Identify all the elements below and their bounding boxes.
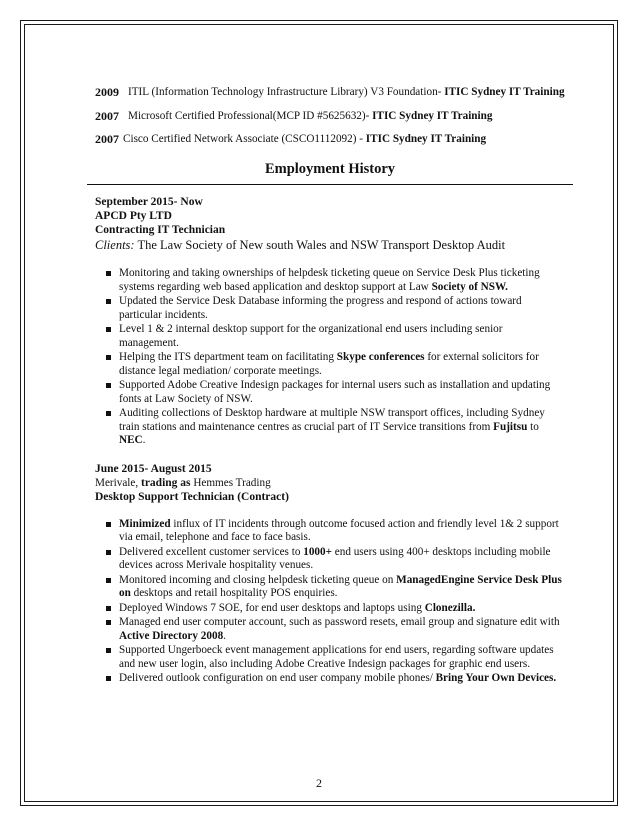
job-company-part: Merivale, xyxy=(95,476,141,489)
list-item-text: Updated the Service Desk Database informing the progress and respond of actions toward particular incidents. xyxy=(119,295,522,321)
list-item xyxy=(95,518,565,545)
list-item xyxy=(95,351,565,378)
list-item-text: Supported Ungerboeck event management applications for end users, regarding software updates and new user login, also including Adobe Creative Indesign packages for graphic end users. xyxy=(119,644,554,670)
list-item-text: Fujitsu xyxy=(493,420,528,433)
list-item-text: end users using 400+ desktops including mobile devices across Merivale hospitality venues. xyxy=(119,545,551,571)
bullet-square-icon xyxy=(106,355,111,360)
list-item-text: Delivered excellent customer services to xyxy=(119,545,304,558)
section-divider xyxy=(87,184,573,185)
cert-provider: ITIC Sydney IT Training xyxy=(444,86,565,98)
list-item-text: ManagedEngine Service Desk Plus on xyxy=(119,573,562,599)
section-title: Employment History xyxy=(264,160,396,177)
list-item-text: Active Directory 2008 xyxy=(119,629,224,642)
cert-text xyxy=(128,110,492,124)
list-item-text: Bring Your Own Devices. xyxy=(435,672,557,684)
list-item-text: Minimized xyxy=(119,517,171,530)
cert-title: Cisco Certified Network Associate (CSCO1112092) - xyxy=(123,133,366,145)
list-item xyxy=(95,574,565,601)
bullet-square-icon xyxy=(106,676,111,681)
bullet-square-icon xyxy=(106,411,111,416)
list-item-text: Level 1 & 2 internal desktop support for the organizational end users including senior management. xyxy=(119,323,503,349)
resume-page-content xyxy=(95,86,565,700)
job-role: Contracting IT Technician xyxy=(95,224,226,236)
certification-item xyxy=(95,110,565,124)
list-item-text: NEC xyxy=(119,434,143,446)
cert-year: 2007 xyxy=(95,132,119,146)
job-clients xyxy=(95,237,565,253)
cert-provider: ITIC Sydney IT Training xyxy=(365,133,487,145)
bullet-square-icon xyxy=(106,620,111,625)
job-company-part: Hemmes Trading xyxy=(190,476,271,489)
list-item-text: Clonezilla. xyxy=(424,601,476,614)
cert-text xyxy=(123,133,486,147)
job-entry xyxy=(95,195,565,448)
job-header xyxy=(95,462,565,504)
list-item-text: Society of NSW. xyxy=(431,280,508,293)
cert-year: 2007 xyxy=(95,108,119,123)
certification-item xyxy=(95,86,565,100)
cert-title: ITIL (Information Technology Infrastructure Library) V3 Foundation- xyxy=(128,86,445,98)
list-item-text: 1000+ xyxy=(303,545,332,558)
cert-provider: ITIC Sydney IT Training xyxy=(372,109,493,122)
job-header xyxy=(95,195,565,253)
list-item xyxy=(95,267,565,294)
bullet-square-icon xyxy=(106,327,111,332)
job-role: Desktop Support Technician (Contract) xyxy=(95,490,289,503)
job-dates: September 2015- Now xyxy=(95,196,203,208)
list-item-text: Monitored incoming and closing helpdesk ticketing queue on xyxy=(119,573,397,586)
list-item xyxy=(95,546,565,573)
job-company xyxy=(95,476,565,490)
job-duties-list xyxy=(95,267,565,448)
list-item-text: Managed end user computer account, such as password resets, email group and signature edit with xyxy=(119,616,560,628)
bullet-square-icon xyxy=(106,271,111,276)
list-item xyxy=(95,616,565,643)
job-duties-list xyxy=(95,518,565,686)
list-item xyxy=(95,295,565,322)
list-item xyxy=(95,644,565,671)
cert-text xyxy=(128,86,565,100)
list-item-text: for external solicitors for distance legal mediation/ corporate meetings. xyxy=(119,351,539,377)
list-item-text: . xyxy=(223,629,226,642)
bullet-square-icon xyxy=(106,648,111,653)
certification-item xyxy=(95,133,565,147)
clients-label: Clients: xyxy=(95,238,135,252)
list-item-text: Helping the ITS department team on facilitating xyxy=(119,351,337,363)
page-number: 2 xyxy=(316,776,322,790)
list-item-text: Auditing collections of Desktop hardware at multiple NSW transport offices, including Sydney train stations and maintenance centres as crucial part of IT Service transitions from xyxy=(119,407,545,433)
list-item xyxy=(95,407,565,448)
list-item xyxy=(95,323,565,350)
bullet-square-icon xyxy=(106,383,111,388)
list-item-text: influx of IT incidents through outcome focused action and friendly level 1& 2 support via email, telephone and face to face basis. xyxy=(119,517,559,543)
list-item-text: desktops and retail hospitality POS enquiries. xyxy=(130,587,338,599)
bullet-square-icon xyxy=(106,522,111,527)
list-item-text: Monitoring and taking ownerships of helpdesk ticketing queue on Service Desk Plus ticketing systems regarding web based application and desktop support at Law xyxy=(119,267,540,293)
list-item xyxy=(95,379,565,406)
cert-year: 2009 xyxy=(95,85,119,99)
bullet-square-icon xyxy=(106,550,111,555)
bullet-square-icon xyxy=(106,578,111,583)
list-item-text: Skype conferences xyxy=(336,351,425,363)
list-item-text: Delivered outlook configuration on end user company mobile phones/ xyxy=(119,672,436,684)
list-item xyxy=(95,672,565,686)
list-item-text: to xyxy=(527,420,539,433)
bullet-square-icon xyxy=(106,606,111,611)
clients-value: The Law Society of New south Wales and NSW Transport Desktop Audit xyxy=(134,238,506,252)
job-dates: June 2015- August 2015 xyxy=(95,462,212,475)
bullet-square-icon xyxy=(106,299,111,304)
list-item xyxy=(95,602,565,616)
list-item-text: Supported Adobe Creative Indesign packages for internal users such as installation and updating fonts at Law Society of NSW. xyxy=(119,379,551,405)
cert-title: Microsoft Certified Professional(MCP ID #5625632)- xyxy=(128,109,373,122)
job-company: APCD Pty LTD xyxy=(95,210,172,222)
list-item-text: . xyxy=(142,434,146,446)
list-item-text: Deployed Windows 7 SOE, for end user desktops and laptops using xyxy=(119,601,425,614)
job-company-part: trading as xyxy=(140,476,191,489)
job-entry xyxy=(95,462,565,686)
